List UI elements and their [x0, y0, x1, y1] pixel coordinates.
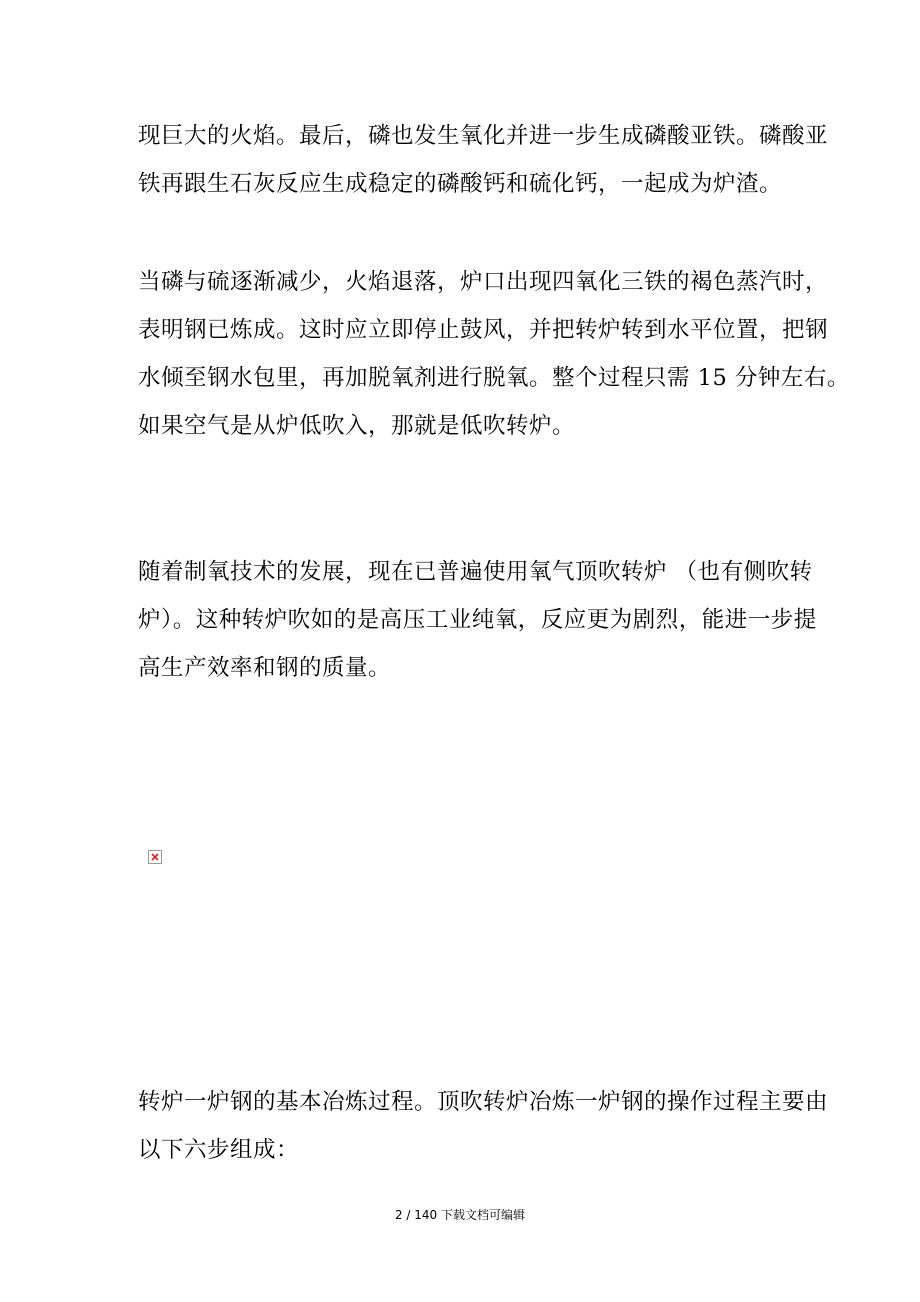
- paragraph-line: 以下六步组成：: [138, 1137, 300, 1163]
- paragraph-line: 随着制氧技术的发展，现在已普遍使用氧气顶吹转炉 （也有侧吹转: [138, 559, 813, 585]
- page-footer: 2 / 140 下载文档可编辑: [394, 1208, 526, 1222]
- paragraph-line: 表明钢已炼成。这时应立即停止鼓风，并把转炉转到水平位置，把钢: [138, 317, 829, 343]
- close-icon: [151, 853, 159, 861]
- paragraph-line: 现巨大的火焰。最后，磷也发生氧化并进一步生成磷酸亚铁。磷酸亚: [138, 123, 829, 149]
- paragraph-2: [138, 258, 850, 450]
- paragraph-1: [138, 112, 829, 208]
- paragraph-3: [138, 548, 817, 692]
- paragraph-line: 水倾至钢水包里，再加脱氧剂进行脱氧。整个过程只需 15 分钟左右。: [138, 365, 850, 391]
- paragraph-line: 铁再跟生石灰反应生成稳定的磷酸钙和硫化钙，一起成为炉渣。: [138, 171, 783, 197]
- paragraph-4: [138, 1078, 829, 1174]
- paragraph-line: 炉）。这种转炉吹如的是高压工业纯氧，反应更为剧烈，能进一步提: [138, 607, 817, 633]
- paragraph-line: 当磷与硫逐渐减少，火焰退落，炉口出现四氧化三铁的褐色蒸汽时，: [138, 269, 829, 295]
- paragraph-line: 如果空气是从炉低吹入，那就是低吹转炉。: [138, 413, 576, 439]
- broken-image-icon: [148, 850, 162, 864]
- paragraph-line: 高生产效率和钢的质量。: [138, 655, 392, 681]
- paragraph-line: 转炉一炉钢的基本冶炼过程。顶吹转炉冶炼一炉钢的操作过程主要由: [138, 1089, 829, 1115]
